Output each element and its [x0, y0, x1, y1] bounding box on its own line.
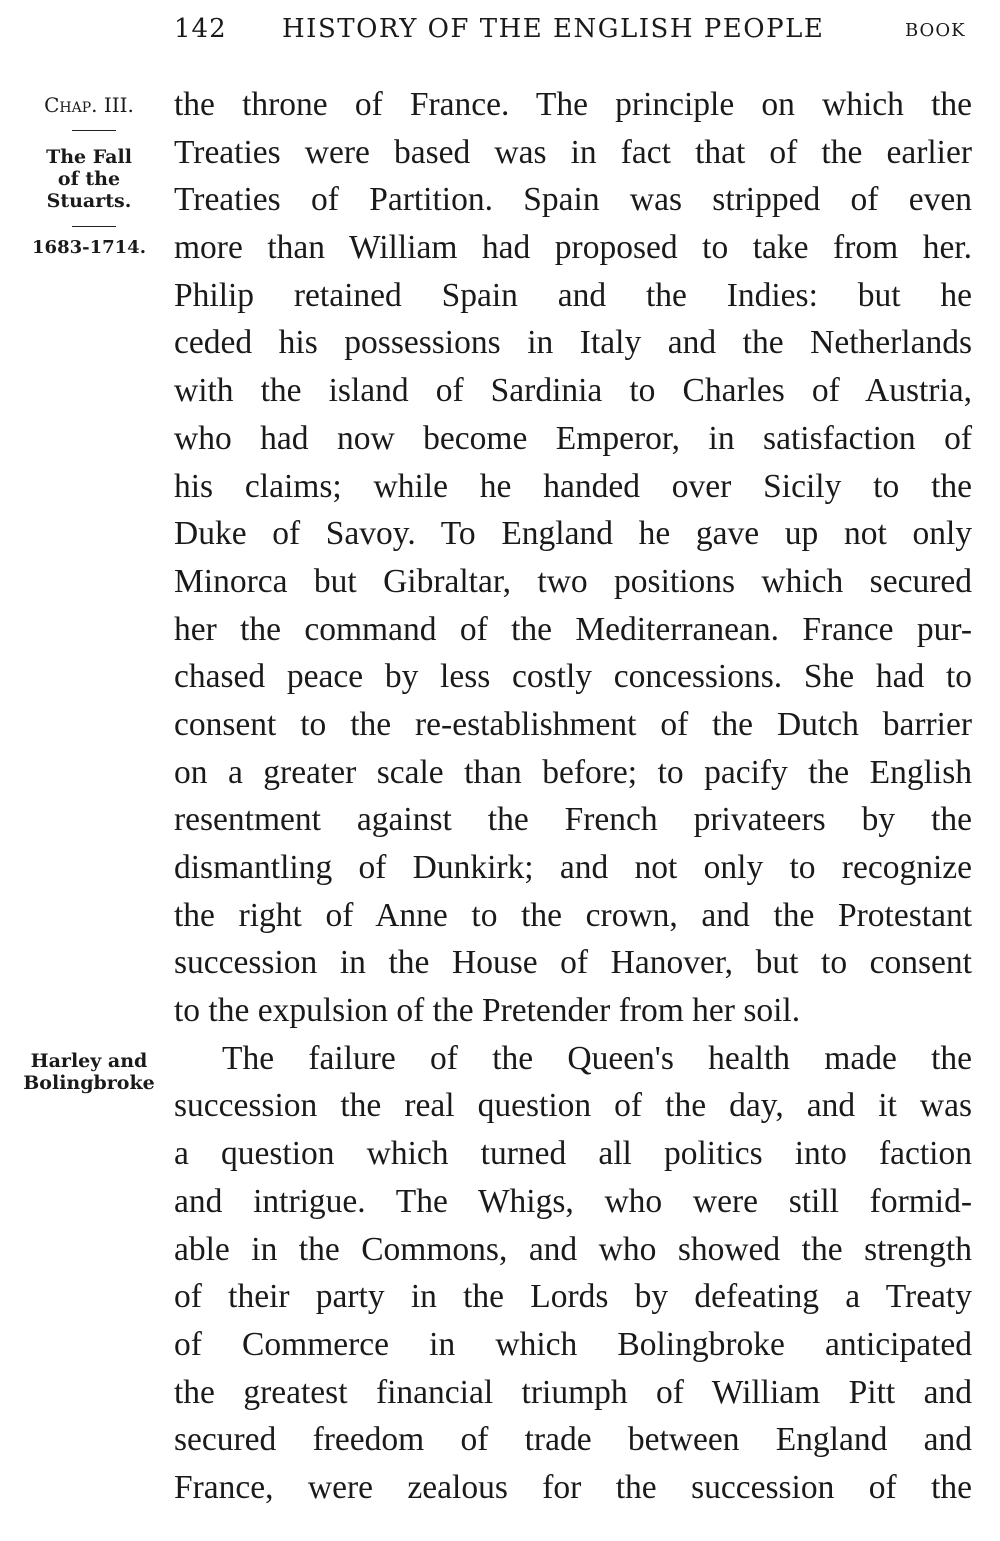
text-line: Treaties of Partition. Spain was stripped of even — [174, 181, 972, 219]
text-line: secured freedom of trade between England and — [174, 1421, 972, 1459]
text-line: the right of Anne to the crown, and the Protestant — [174, 896, 972, 934]
margin-rule — [72, 130, 116, 131]
sidenote-line: Harley and — [30, 1050, 148, 1072]
text-line: ceded his possessions in Italy and the Netherlands — [174, 324, 972, 362]
text-line: the throne of France. The principle on which the — [174, 86, 972, 123]
page-number: 142 — [174, 14, 227, 44]
date-range: 1683-1714. — [32, 237, 146, 258]
text-line: to the expulsion of the Pretender from her soil. — [174, 992, 801, 1030]
body-text — [174, 81, 972, 1512]
text-line: succession the real question of the day, and it was — [174, 1087, 972, 1125]
text-line: on a greater scale than before; to pacify the English — [174, 753, 972, 791]
text-line: her the command of the Mediterranean. France pur- — [174, 610, 972, 648]
text-line: a question which turned all politics into faction — [174, 1135, 972, 1173]
text-line: able in the Commons, and who showed the strength — [174, 1230, 972, 1268]
text-line: chased peace by less costly concessions. She had to — [174, 658, 972, 696]
margin-rule — [72, 226, 116, 227]
text-line: Treaties were based was in fact that of the earlier — [174, 133, 972, 171]
text-line: who had now become Emperor, in satisfaction of — [174, 419, 972, 457]
section-title-line: The Fall — [46, 146, 132, 168]
section-title — [14, 146, 164, 212]
text-line: with the island of Sardinia to Charles of Austria, — [174, 372, 972, 410]
text-line: consent to the re-establishment of the Dutch barrier — [174, 705, 972, 743]
sidenote-line: Bolingbroke — [23, 1072, 155, 1094]
section-title-line: Stuarts. — [46, 190, 132, 212]
text-line: more than William had proposed to take from her. — [174, 229, 972, 267]
text-line: of their party in the Lords by defeating a Treaty — [174, 1278, 972, 1316]
text-line: resentment against the French privateers by the — [174, 801, 972, 839]
text-line: Philip retained Spain and the Indies: but he — [174, 276, 972, 314]
text-line: dismantling of Dunkirk; and not only to recognize — [174, 849, 972, 886]
section-title-line: of the — [57, 168, 121, 190]
book-label: BOOK — [905, 20, 966, 41]
text-line: succession in the House of Hanover, but to consent — [174, 944, 972, 982]
text-line: of Commerce in which Bolingbroke anticipated — [174, 1325, 972, 1363]
chapter-label: Chap. III. — [44, 93, 134, 117]
sidenote-harley-bolingbroke — [14, 1050, 164, 1094]
text-line: France, were zealous for the succession of the — [174, 1468, 972, 1506]
running-header — [0, 14, 1000, 50]
text-line: The failure of the Queen's health made the — [222, 1039, 972, 1077]
text-line: Duke of Savoy. To England he gave up not only — [174, 515, 972, 553]
text-line: his claims; while he handed over Sicily to the — [174, 467, 972, 505]
text-line: and intrigue. The Whigs, who were still formid- — [174, 1182, 972, 1220]
text-line: the greatest financial triumph of William Pitt and — [174, 1373, 972, 1411]
text-line: Minorca but Gibraltar, two positions which secured — [174, 562, 972, 600]
running-title: HISTORY OF THE ENGLISH PEOPLE — [282, 14, 825, 44]
